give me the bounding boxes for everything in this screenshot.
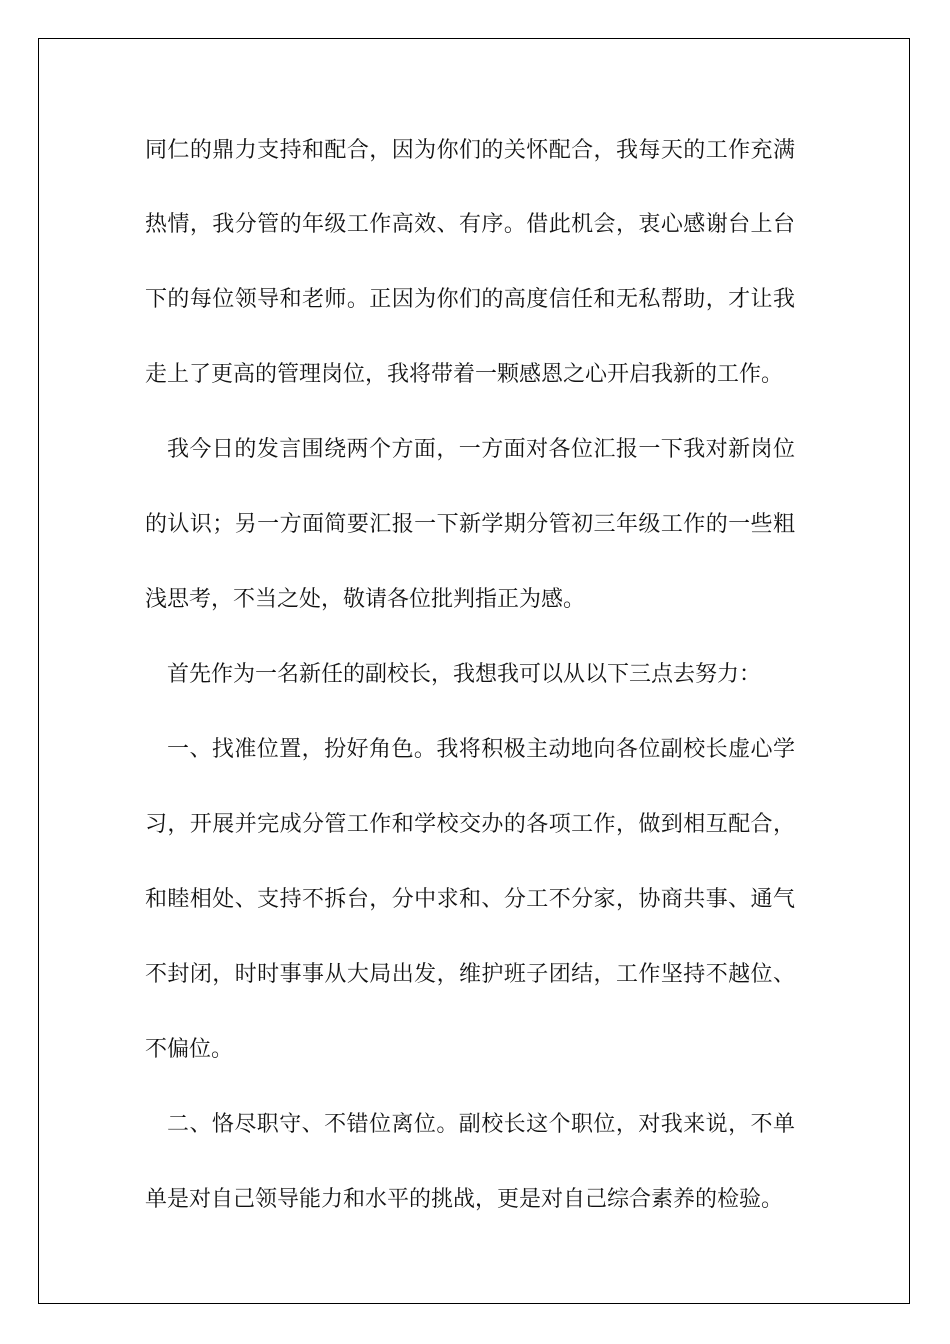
paragraph-line-15: 单是对自己领导能力和水平的挑战，更是对自己综合素养的检验。: [145, 1187, 784, 1212]
paragraph-line-11: 和睦相处、支持不拆台，分中求和、分工不分家，协商共事、通气: [145, 887, 795, 912]
paragraph-line-8: 首先作为一名新任的副校长，我想我可以从以下三点去努力：: [167, 662, 762, 687]
paragraph-line-13: 不偏位。: [145, 1037, 234, 1062]
paragraph-line-2: 热情，我分管的年级工作高效、有序。借此机会，衷心感谢台上台: [145, 212, 795, 237]
paragraph-line-14: 二、恪尽职守、不错位离位。副校长这个职位，对我来说，不单: [167, 1112, 795, 1137]
paragraph-line-12: 不封闭，时时事事从大局出发，维护班子团结，工作坚持不越位、: [145, 962, 795, 987]
paragraph-line-5: 我今日的发言围绕两个方面，一方面对各位汇报一下我对新岗位: [167, 437, 795, 462]
paragraph-line-7: 浅思考，不当之处，敬请各位批判指正为感。: [145, 587, 586, 612]
paragraph-line-10: 习，开展并完成分管工作和学校交办的各项工作，做到相互配合，: [145, 812, 795, 837]
paragraph-line-4: 走上了更高的管理岗位，我将带着一颗感恩之心开启我新的工作。: [145, 362, 784, 387]
paragraph-line-9: 一、找准位置，扮好角色。我将积极主动地向各位副校长虚心学: [167, 737, 795, 762]
paragraph-line-3: 下的每位领导和老师。正因为你们的高度信任和无私帮助，才让我: [145, 287, 795, 312]
paragraph-line-1: 同仁的鼎力支持和配合，因为你们的关怀配合，我每天的工作充满: [145, 138, 795, 163]
paragraph-line-6: 的认识；另一方面简要汇报一下新学期分管初三年级工作的一些粗: [145, 512, 795, 537]
